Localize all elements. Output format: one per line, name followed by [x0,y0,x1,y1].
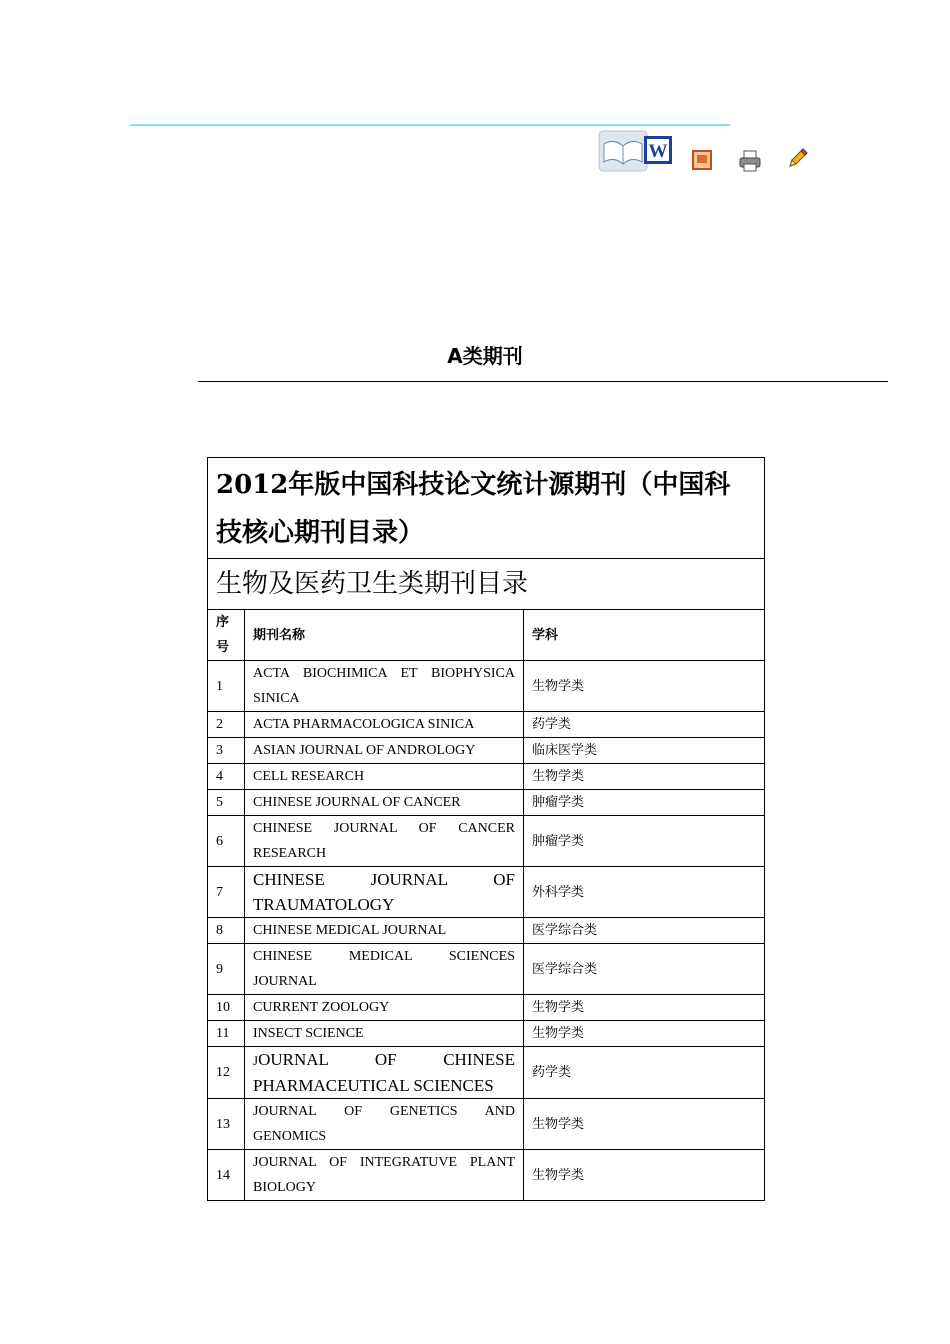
table-row [208,661,765,712]
top-divider [130,124,730,126]
row-journal-name: CHINESE JOURNAL OF CANCER [245,790,524,816]
row-category: 临床医学类 [524,738,765,764]
powerpoint-icon[interactable] [692,150,712,170]
row-num: 5 [208,790,245,816]
row-num: 6 [208,816,245,867]
table-row [208,712,765,738]
table-header-row [208,610,765,661]
word-icon[interactable] [644,136,672,164]
header-category: 学科 [524,610,765,661]
row-journal-name: CHINESE MEDICAL JOURNAL [245,918,524,944]
row-journal-name: JOURNAL OF GENETICS AND GENOMICS [245,1099,524,1150]
row-journal-name: INSECT SCIENCE [245,1021,524,1047]
row-journal-name: CELL RESEARCH [245,764,524,790]
table-row [208,867,765,918]
row-journal-name: JOURNAL OF INTEGRATUVE PLANT BIOLOGY [245,1150,524,1201]
printer-icon[interactable] [738,150,762,172]
row-num: 1 [208,661,245,712]
row-num: 14 [208,1150,245,1201]
row-category: 肿瘤学类 [524,816,765,867]
row-journal-name: CURRENT ZOOLOGY [245,995,524,1021]
row-num: 12 [208,1047,245,1099]
row-journal-name: CHINESE JOURNAL OF TRAUMATOLOGY [245,867,524,918]
row-num: 7 [208,867,245,918]
table-row [208,738,765,764]
row-num: 8 [208,918,245,944]
row-journal-name: ASIAN JOURNAL OF ANDROLOGY [245,738,524,764]
row-category: 生物学类 [524,1099,765,1150]
table-title: 2012年版中国科技论文统计源期刊（中国科技核心期刊目录） [208,458,765,559]
row-num: 3 [208,738,245,764]
row-num: 2 [208,712,245,738]
row-category: 生物学类 [524,661,765,712]
row-category: 药学类 [524,712,765,738]
row-category: 外科学类 [524,867,765,918]
table-row [208,816,765,867]
row-category: 生物学类 [524,995,765,1021]
table-row [208,995,765,1021]
word-icon-letter: W [648,141,668,162]
row-journal-name-initial: J [253,1053,259,1068]
table-row [208,1047,765,1099]
table-row [208,1150,765,1201]
row-category: 药学类 [524,1047,765,1099]
row-category: 生物学类 [524,1021,765,1047]
row-category: 医学综合类 [524,918,765,944]
table-subtitle-row [208,559,765,610]
row-journal-name: CHINESE JOURNAL OF CANCER RESEARCH [245,816,524,867]
table-subtitle: 生物及医药卫生类期刊目录 [208,559,765,610]
table-row [208,1021,765,1047]
toolbar [598,130,818,174]
row-category: 生物学类 [524,764,765,790]
row-num: 4 [208,764,245,790]
journal-table [207,457,765,1201]
row-journal-name: ACTA BIOCHIMICA ET BIOPHYSICA SINICA [245,661,524,712]
table-row [208,790,765,816]
row-journal-name: CHINESE MEDICAL SCIENCES JOURNAL [245,944,524,995]
row-journal-name-rest: OURNAL OF CHINESE PHARMACEUTICAL SCIENCES [253,1050,515,1095]
row-category: 生物学类 [524,1150,765,1201]
row-num: 13 [208,1099,245,1150]
section-heading: A类期刊 [447,344,523,368]
pencil-icon[interactable] [786,146,810,170]
header-num: 序号 [208,610,245,661]
row-num: 9 [208,944,245,995]
row-num: 10 [208,995,245,1021]
row-category: 肿瘤学类 [524,790,765,816]
book-icon[interactable] [598,130,648,172]
table-row [208,918,765,944]
row-journal-name: ACTA PHARMACOLOGICA SINICA [245,712,524,738]
row-num: 11 [208,1021,245,1047]
table-title-row [208,458,765,559]
row-category: 医学综合类 [524,944,765,995]
row-journal-name [245,1047,524,1099]
header-name: 期刊名称 [245,610,524,661]
table-row [208,764,765,790]
table-row [208,1099,765,1150]
heading-rule [198,381,888,382]
table-row [208,944,765,995]
